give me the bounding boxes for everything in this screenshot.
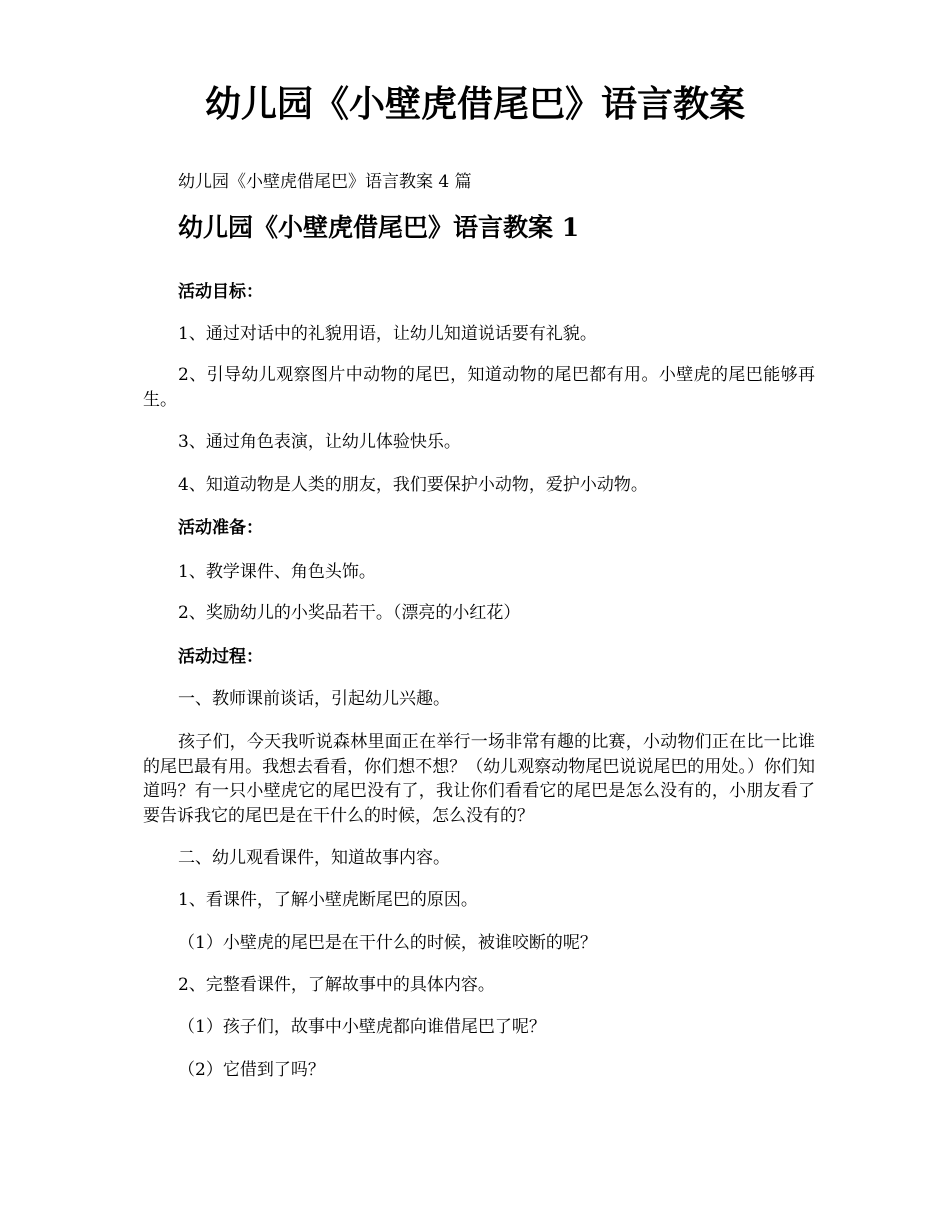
process-item: 1、看课件，了解小壁虎断尾巴的原因。 [178,890,478,910]
process-item: （1）孩子们，故事中小壁虎都向谁借尾巴了呢？ [178,1017,546,1037]
process-item: 二、幼儿观看课件，知道故事内容。 [178,848,450,868]
process-item: （1）小壁虎的尾巴是在干什么的时候，被谁咬断的呢？ [178,933,597,953]
process-label: 活动过程： [178,647,263,667]
goal-item: 4、知道动物是人类的朋友，我们要保护小动物，爱护小动物。 [178,475,648,495]
process-item: 一、教师课前谈话，引起幼儿兴趣。 [178,689,450,709]
goal-item: 2、引导幼儿观察图片中动物的尾巴，知道动物的尾巴都有用。小壁虎的尾巴能够再生。 [143,365,815,410]
prep-item: 2、奖励幼儿的小奖品若干。（漂亮的小红花） [178,603,521,623]
goals-label: 活动目标： [178,282,263,302]
prep-label: 活动准备： [178,518,263,538]
prep-item: 1、教学课件、角色头饰。 [178,562,376,582]
document-title: 幼儿园《小壁虎借尾巴》语言教案 [204,83,745,125]
goal-item: 1、通过对话中的礼貌用语，让幼儿知道说话要有礼貌。 [178,324,597,344]
process-paragraph: 孩子们，今天我听说森林里面正在举行一场非常有趣的比赛，小动物们正在比一比谁的尾巴最有用。我想去看看，你们想不想？（幼儿观察动物尾巴说说尾巴的用处。）你们知道吗？有一只小壁虎它的尾巴没有了，我让你们看看它的尾巴是怎么没有的，小朋友看了要告诉我它的尾巴是在干什么的时候，怎么没有的？ [143,732,815,826]
process-item: （2）它借到了吗？ [178,1060,325,1080]
process-item: 2、完整看课件，了解故事中的具体内容。 [178,975,495,995]
section-heading: 幼儿园《小壁虎借尾巴》语言教案 1 [178,213,580,242]
goal-item: 3、通过角色表演，让幼儿体验快乐。 [178,432,461,452]
document-subtitle: 幼儿园《小壁虎借尾巴》语言教案 4 篇 [178,172,472,192]
